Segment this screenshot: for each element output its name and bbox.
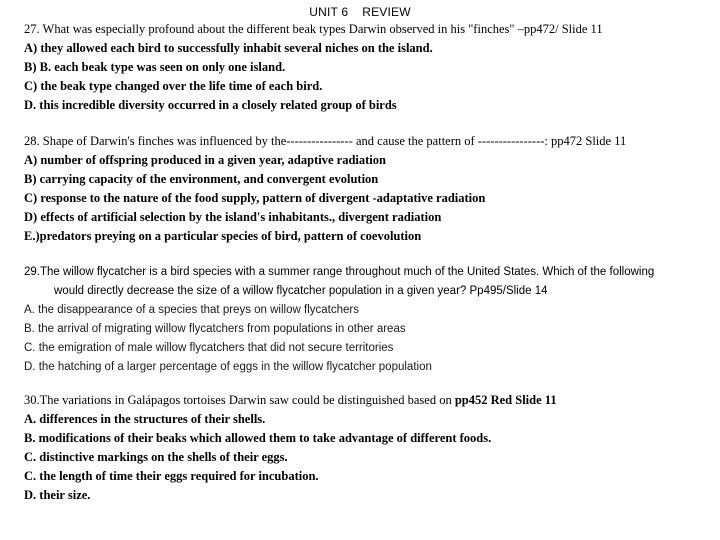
question-28 (24, 132, 704, 246)
question-30-page-reference: pp452 Red Slide 11 (454, 393, 557, 407)
question-27-option-c: C) the beak type changed over the life time of each bird. (24, 79, 323, 93)
question-29-option-a: A. the disappearance of a species that preys on willow flycatchers (24, 304, 359, 316)
question-27-option-d: D. this incredible diversity occurred in a closely related group of birds (24, 98, 397, 112)
question-29-stem-line-2: would directly decrease the size of a willow flycatcher population in a given year? Pp495/Slide 14 (54, 285, 548, 297)
question-29-stem-line-1: 29.The willow flycatcher is a bird species with a summer range throughout much of the United States. Which of the following (24, 266, 655, 278)
review-label: REVIEW (362, 5, 411, 19)
question-30-option-c-2: C. the length of time their eggs required for incubation. (24, 469, 319, 483)
question-27-stem: 27. What was especially profound about the different beak types Darwin observed in his "finches" –pp472/ Slide 11 (24, 22, 603, 36)
question-29-option-c: C. the emigration of male willow flycatchers that did not secure territories (24, 342, 394, 354)
question-30-option-b: B. modifications of their beaks which allowed them to take advantage of different foods. (24, 431, 492, 445)
question-27 (24, 20, 704, 115)
question-30-option-c: C. distinctive markings on the shells of their eggs. (24, 450, 288, 464)
page-title (0, 5, 720, 19)
question-29-option-d: D. the hatching of a larger percentage of eggs in the willow flycatcher population (24, 361, 432, 373)
question-28-option-d: D) effects of artificial selection by the island's inhabitants., divergent radiation (24, 210, 442, 224)
question-28-option-b: B) carrying capacity of the environment, and convergent evolution (24, 172, 379, 186)
question-28-option-e: E.)predators preying on a particular species of bird, pattern of coevolution (24, 229, 422, 243)
question-28-option-a: A) number of offspring produced in a given year, adaptive radiation (24, 153, 386, 167)
question-28-stem: 28. Shape of Darwin's finches was influenced by the---------------- and cause the pattern of ----------------: pp472 Slide 11 (24, 134, 627, 148)
question-30-option-d: D. their size. (24, 488, 91, 502)
question-28-option-c: C) response to the nature of the food supply, pattern of divergent -adaptative radiation (24, 191, 486, 205)
question-29 (24, 263, 704, 377)
unit-label: UNIT 6 (309, 5, 349, 19)
question-27-option-b: B) B. each beak type was seen on only one island. (24, 60, 286, 74)
question-30 (24, 391, 704, 505)
question-30-stem-text: 30.The variations in Galápagos tortoises Darwin saw could be distinguished based on (24, 393, 455, 407)
question-30-option-a: A. differences in the structures of their shells. (24, 412, 266, 426)
question-29-option-b: B. the arrival of migrating willow flycatchers from populations in other areas (24, 323, 406, 335)
question-27-option-a: A) they allowed each bird to successfully inhabit several niches on the island. (24, 41, 433, 55)
question-30-stem (24, 391, 704, 410)
